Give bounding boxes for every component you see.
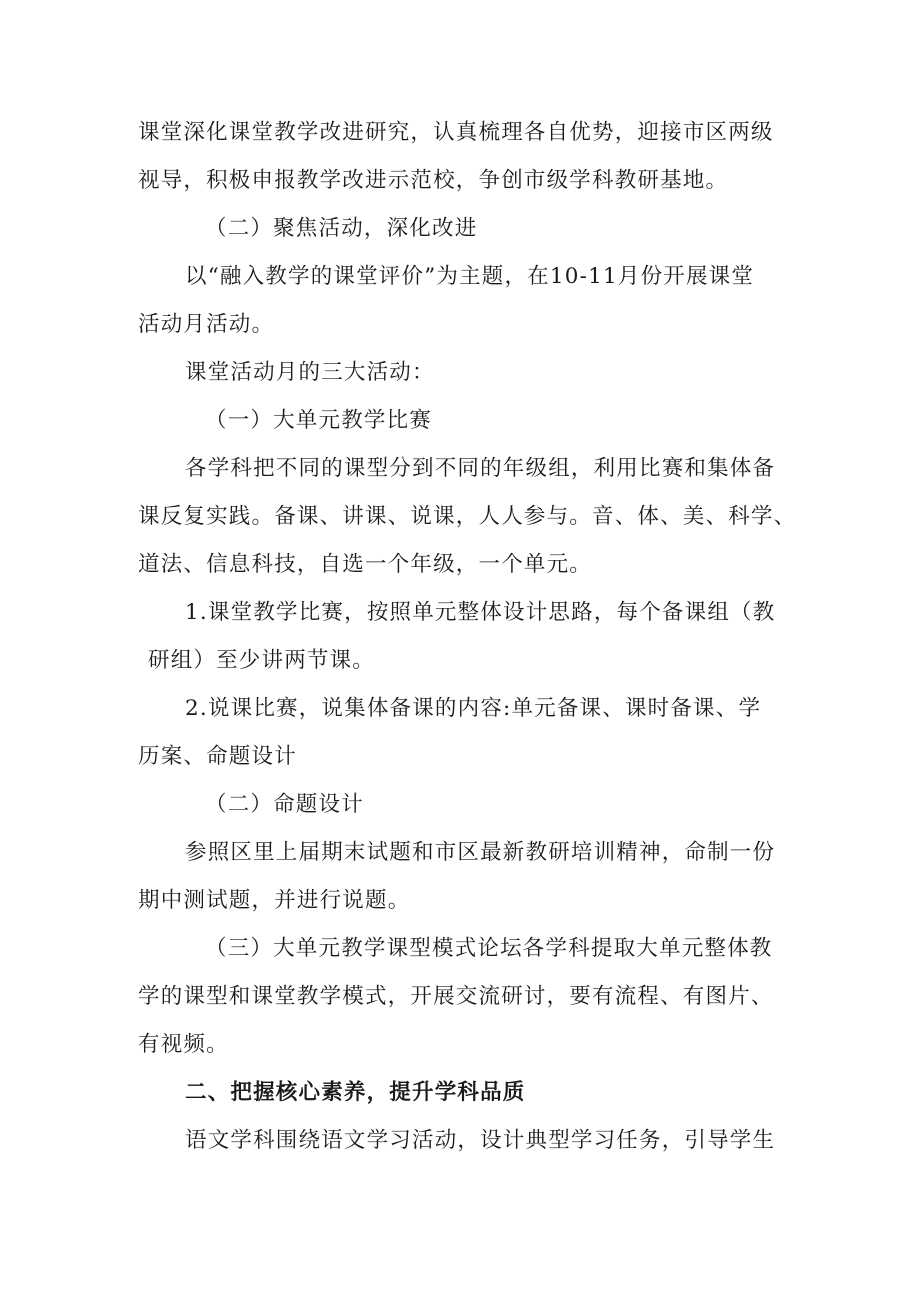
paragraph-line: 课堂深化课堂教学改进研究，认真梳理各自优势，迎接市区两级 [138,120,774,145]
subheading-line: （一）大单元教学比赛 [205,408,433,433]
list-item-line: 历案、命题设计 [138,744,297,769]
subheading-line: （二）聚焦活动，深化改进 [205,216,478,241]
paragraph-line: 期中测试题，并进行说题。 [138,888,411,913]
section-heading: 二、把握核心素养，提升学科品质 [185,1080,526,1105]
paragraph-line: 有视频。 [138,1032,229,1057]
paragraph-line: 课堂活动月的三大活动： [185,360,435,385]
paragraph-line: 学的课型和课堂教学模式，开展交流研讨，要有流程、有图片、 [138,984,774,1009]
paragraph-line: 活动月活动。 [138,312,275,337]
paragraph-line: 视导，积极申报教学改进示范校，争创市级学科教研基地。 [138,168,729,193]
subheading-line: （二）命题设计 [205,792,364,817]
list-item-line: 研组）至少讲两节课。 [148,648,376,673]
paragraph-line: 语文学科围绕语文学习活动，设计典型学习任务，引导学生 [185,1128,776,1153]
list-item-line: 1.课堂教学比赛，按照单元整体设计思路，每个备课组（教 [185,600,776,625]
paragraph-line: 以“融入教学的课堂评价”为主题，在10-11月份开展课堂 [185,264,755,289]
subheading-line: （三）大单元教学课型模式论坛各学科提取大单元整体教 [205,936,773,961]
paragraph-line: 道法、信息科技，自选一个年级，一个单元。 [138,552,593,577]
paragraph-line: 参照区里上届期末试题和市区最新教研培训精神，命制一份 [185,840,776,865]
paragraph-line: 课反复实践。备课、讲课、说课，人人参与。音、体、美、科学、 [138,504,797,529]
list-item-line: 2.说课比赛，说集体备课的内容:单元备课、课时备课、学 [185,696,762,721]
paragraph-line: 各学科把不同的课型分到不同的年级组，利用比赛和集体备 [185,456,776,481]
